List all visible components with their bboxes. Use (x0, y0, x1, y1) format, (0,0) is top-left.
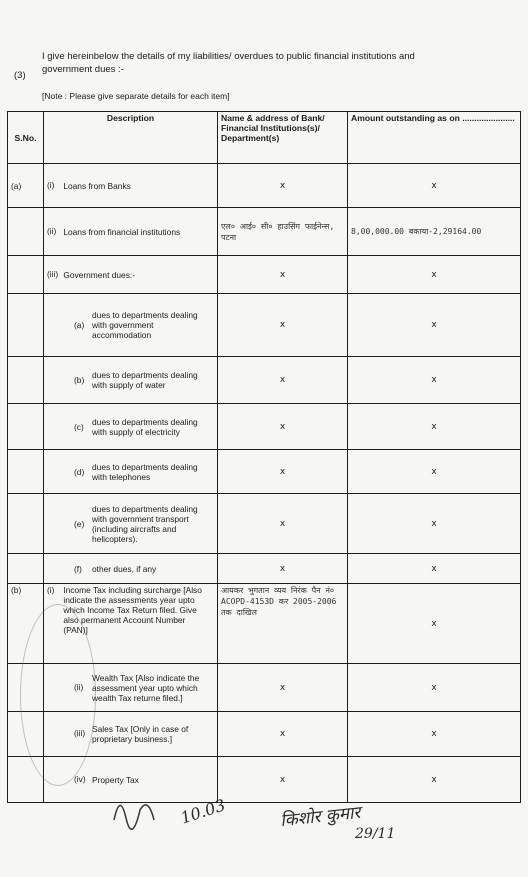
name-cell: x (218, 494, 348, 554)
description-text: Government dues:- (63, 269, 136, 280)
sno-cell: (b) (8, 584, 44, 664)
amount-cell: x (348, 712, 521, 757)
sno-cell (8, 450, 44, 494)
description-text: dues to departments dealing with government accommodation (92, 310, 198, 340)
sno-cell (8, 294, 44, 357)
left-signature (110, 790, 170, 836)
amount-cell: x (348, 664, 521, 712)
roman-numeral: (iii) (74, 728, 86, 739)
sub-letter: (f) (74, 563, 82, 574)
description-cell (44, 404, 218, 450)
right-signature: किशोर कुमार (279, 802, 362, 832)
sno-cell (8, 554, 44, 584)
amount-cell: x (348, 357, 521, 404)
description-text: Income Tax including surcharge [Also indicate the assessments year upto which Income Tax Return filed. Give also permanent Account Number (PAN)] (63, 585, 202, 635)
roman-numeral: (i) (47, 180, 55, 191)
official-stamp (20, 604, 96, 786)
description-text: dues to departments dealing with government transport (including aircrafts and helicopters). (92, 503, 198, 544)
name-cell: x (218, 712, 348, 757)
table-row (8, 164, 521, 208)
name-cell: x (218, 450, 348, 494)
table-header-row (8, 112, 521, 164)
col-sno-header: S.No. (8, 112, 44, 164)
roman-numeral: (iii) (47, 269, 59, 280)
amount-cell: x (348, 256, 521, 294)
description-text: Loans from Banks (63, 180, 131, 191)
description-cell (44, 554, 218, 584)
table-row (8, 256, 521, 294)
table-row (8, 757, 521, 803)
description-cell (44, 357, 218, 404)
sub-letter: (c) (74, 421, 84, 432)
description-cell (44, 256, 218, 294)
left-date: 10.03 (178, 795, 228, 828)
sno-cell (8, 404, 44, 450)
sno-cell (8, 256, 44, 294)
col-name-header: Name & address of Bank/ Financial Institutions(s)/ Department(s) (218, 112, 348, 164)
left-signature-scrawl (110, 790, 170, 830)
description-text: Property Tax (92, 774, 139, 785)
description-text: Loans from financial institutions (63, 226, 181, 237)
description-text: dues to departments dealing with supply of electricity (92, 416, 198, 437)
intro-text (42, 50, 472, 76)
roman-numeral: (ii) (74, 681, 84, 692)
table-row (8, 357, 521, 404)
sno-cell (8, 494, 44, 554)
description-cell (44, 450, 218, 494)
name-cell: x (218, 757, 348, 803)
intro-line-2: government dues :- (42, 64, 124, 75)
name-cell: x (218, 554, 348, 584)
name-cell: x (218, 357, 348, 404)
description-text: dues to departments dealing with supply of water (92, 370, 198, 390)
table-row (8, 450, 521, 494)
sub-letter: (b) (74, 375, 85, 385)
amount-cell: x (348, 584, 521, 664)
col-amount-header: Amount outstanding as on ...................... (348, 112, 521, 164)
name-cell: x (218, 294, 348, 357)
description-text: Sales Tax [Only in case of proprietary business.] (92, 724, 189, 744)
sno-cell (8, 208, 44, 256)
right-date: 29/11 (355, 826, 396, 842)
table-row (8, 404, 521, 450)
roman-numeral: (ii) (47, 226, 57, 237)
table-row (8, 208, 521, 256)
amount-cell: x (348, 494, 521, 554)
amount-cell: x (348, 450, 521, 494)
sub-letter: (d) (74, 466, 85, 477)
description-cell (44, 494, 218, 554)
item-number: (3) (14, 70, 26, 81)
name-cell: x (218, 164, 348, 208)
name-cell: x (218, 404, 348, 450)
description-text: dues to departments dealing with telephones (92, 461, 198, 482)
amount-cell: x (348, 554, 521, 584)
description-text: other dues, if any (92, 563, 157, 574)
name-cell: x (218, 664, 348, 712)
name-cell: आयकर भुगतान व्यय निरंक पैन नं० ACOPD-4153D कर 2005-2006 तक दाखिल (218, 584, 348, 664)
table-row (8, 494, 521, 554)
table-row (8, 294, 521, 357)
sno-cell: (a) (8, 164, 44, 208)
col-description-header: Description (44, 112, 218, 164)
amount-cell: x (348, 404, 521, 450)
description-cell (44, 164, 218, 208)
name-cell: एल० आई० सी० हाउसिंग फाईनेन्स, पटना (218, 208, 348, 256)
amount-cell: x (348, 294, 521, 357)
note-text: [Note : Please give separate details for each item] (42, 91, 230, 101)
description-cell (44, 294, 218, 357)
amount-cell: 8,00,000.00 बकाया-2,29164.00 (348, 208, 521, 256)
amount-cell: x (348, 164, 521, 208)
amount-cell: x (348, 757, 521, 803)
intro-line-1: I give hereinbelow the details of my liabilities/ overdues to public financial institutions and (42, 51, 415, 62)
roman-numeral: (iv) (74, 774, 86, 785)
description-cell (44, 208, 218, 256)
table-row (8, 554, 521, 584)
roman-numeral: (i) (47, 585, 55, 595)
sub-letter: (a) (74, 320, 85, 330)
sub-letter: (e) (74, 518, 85, 529)
description-text: Wealth Tax [Also indicate the assessment year upto which wealth Tax returne filed.] (92, 672, 200, 703)
name-cell: x (218, 256, 348, 294)
sno-cell (8, 357, 44, 404)
